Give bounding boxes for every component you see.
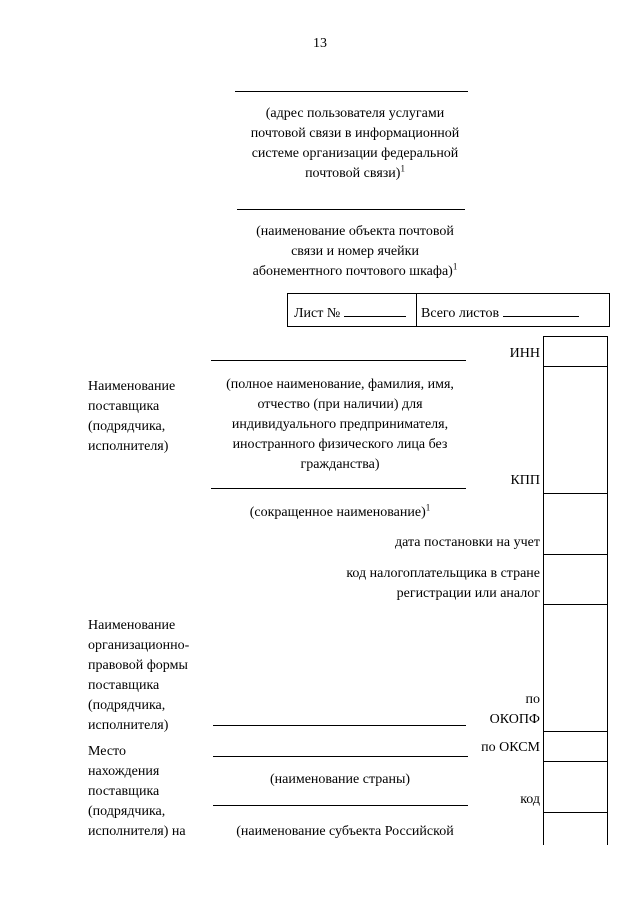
cell-divider xyxy=(543,604,607,605)
codes-column-right-border xyxy=(607,336,608,845)
sheet-table-divider xyxy=(416,293,417,327)
postal-object-line xyxy=(237,209,465,210)
cell-divider xyxy=(543,812,607,813)
taxpayer-code-label: код налогоплательщика в стране регистрации или аналог xyxy=(346,566,540,601)
codes-column-left-border xyxy=(543,336,544,845)
cell-divider xyxy=(543,366,607,367)
cell-divider xyxy=(543,731,607,732)
supplier-full-name-line xyxy=(211,360,466,361)
kpp-label: КПП xyxy=(510,473,540,488)
supplier-label: Наименование поставщика (подрядчика, исполнителя) xyxy=(88,379,176,454)
address-line xyxy=(235,91,468,92)
code-label: код xyxy=(520,792,540,807)
registration-date-label: дата постановки на учет xyxy=(394,535,540,550)
page-number: 13 xyxy=(313,36,327,51)
okopf-label: по ОКОПФ xyxy=(489,692,540,727)
supplier-short-name-line xyxy=(211,488,466,489)
postal-object-caption: (наименование объекта почтовой связи и номер ячейки абонементного почтового шкафа)$^1$ xyxy=(252,224,458,279)
country-caption: (наименование страны) xyxy=(269,772,411,787)
cell-divider xyxy=(543,554,607,555)
cell-divider xyxy=(543,493,607,494)
cell-divider xyxy=(543,336,607,337)
footnote-mark: 1 xyxy=(425,502,431,513)
footnote-mark: 1 xyxy=(452,261,458,272)
address-caption: (адрес пользователя услугами почтовой связи в информационной системе организации федеральной почтовой связи)$^1$ xyxy=(250,106,460,181)
supplier-short-name-caption: (сокращенное наименование)$^1$ xyxy=(249,502,431,520)
footnote-mark: 1 xyxy=(400,163,405,174)
total-sheets-field[interactable]: Всего листов xyxy=(421,302,606,324)
inn-label: ИНН xyxy=(509,346,540,361)
country-line xyxy=(213,756,468,757)
subject-caption: (наименование субъекта Российской xyxy=(236,824,454,839)
sheet-number-field[interactable]: Лист № xyxy=(294,302,416,324)
cell-divider xyxy=(543,761,607,762)
oksm-label: по ОКСМ xyxy=(481,740,540,755)
org-form-label: Наименование организационно- правовой формы поставщика (подрядчика, исполнителя) xyxy=(88,618,190,733)
org-form-line xyxy=(213,725,466,726)
supplier-full-name-caption: (полное наименование, фамилия, имя, отчество (при наличии) для индивидуального предпринимателя, иностранного физического лица без гражданства) xyxy=(226,377,454,472)
subject-line xyxy=(213,805,468,806)
location-label: Место нахождения поставщика (подрядчика, исполнителя) на xyxy=(88,744,186,839)
